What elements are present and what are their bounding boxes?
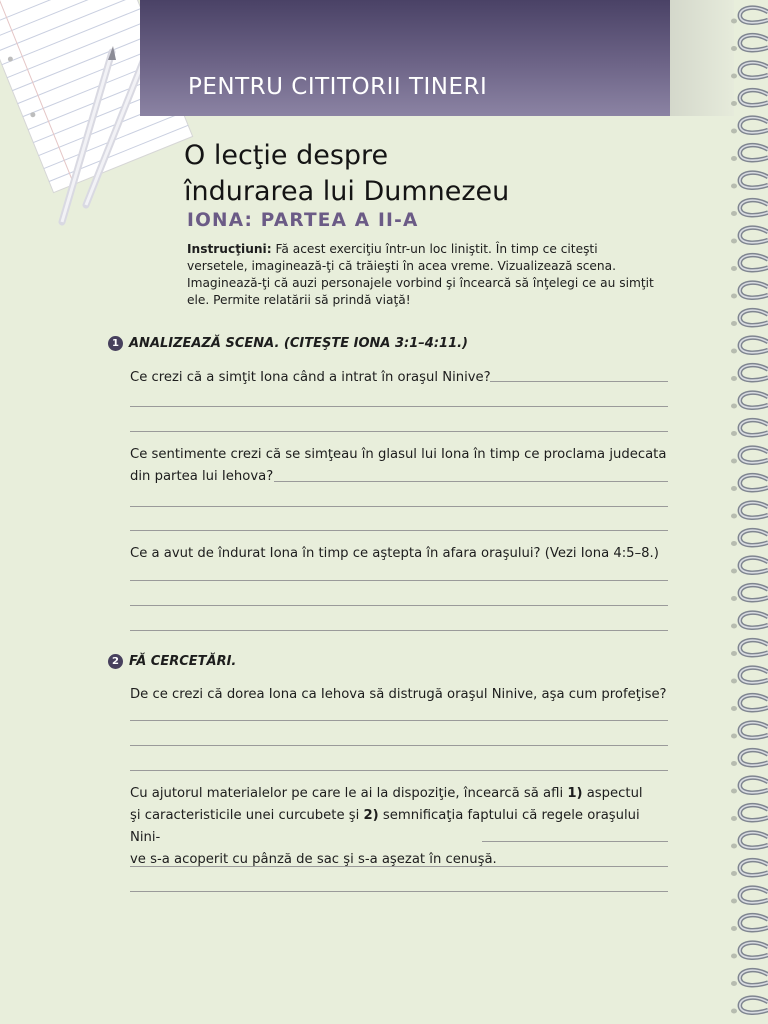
spiral-coil xyxy=(731,558,768,574)
section-number-badge: 2 xyxy=(108,654,123,669)
spiral-coil xyxy=(731,585,768,601)
spiral-coil xyxy=(731,503,768,519)
section-heading-text: ANALIZEAZĂ SCENA. (CITEŞTE IONA 3:1–4:11.) xyxy=(129,336,468,351)
question-1-1: Ce crezi că a simţit Iona când a intrat în oraşul Ninive? xyxy=(130,370,491,385)
spiral-coil xyxy=(731,998,768,1014)
marker-1: 1) xyxy=(567,786,583,801)
spiral-coil xyxy=(731,228,768,244)
question-2-2 xyxy=(130,783,670,871)
question-2-2-line2a: şi caracteristicile unei curcubete şi xyxy=(130,808,364,823)
spiral-coil xyxy=(731,915,768,931)
answer-line[interactable] xyxy=(130,770,668,771)
question-1-2-line2: din partea lui Iehova? xyxy=(130,469,274,484)
section-2-heading xyxy=(108,654,236,669)
spiral-coil xyxy=(731,118,768,134)
spiral-coil xyxy=(731,750,768,766)
spiral-coil xyxy=(731,805,768,821)
spiral-coil xyxy=(731,283,768,299)
instructions-label: Instrucţiuni: xyxy=(187,242,272,256)
answer-line[interactable] xyxy=(130,431,668,432)
section-heading-text: FĂ CERCETĂRI. xyxy=(129,654,237,669)
spiral-coil xyxy=(731,778,768,794)
title-line-2: îndurarea lui Dumnezeu xyxy=(184,176,510,207)
spiral-coil xyxy=(731,310,768,326)
spiral-coil xyxy=(731,943,768,959)
section-1-heading xyxy=(108,336,468,351)
spiral-coil xyxy=(731,668,768,684)
title-line-1: O lecţie despre xyxy=(184,140,389,171)
answer-line[interactable] xyxy=(482,841,668,842)
spiral-coil xyxy=(731,365,768,381)
answer-line[interactable] xyxy=(130,580,668,581)
answer-line[interactable] xyxy=(130,530,668,531)
spiral-coil xyxy=(731,613,768,629)
question-1-2-line1: Ce sentimente crezi că se simţeau în glasul lui Iona în timp ce proclama judecata xyxy=(130,447,667,462)
spiral-coil xyxy=(731,420,768,436)
answer-line[interactable] xyxy=(130,506,668,507)
spiral-coil xyxy=(731,338,768,354)
answer-line[interactable] xyxy=(130,720,668,721)
spiral-coil xyxy=(731,145,768,161)
answer-line[interactable] xyxy=(130,406,668,407)
spiral-coil xyxy=(731,8,768,24)
spiral-coil xyxy=(731,695,768,711)
spiral-coil xyxy=(731,475,768,491)
section-label: PENTRU CITITORII TINERI xyxy=(188,74,488,100)
spiral-coil xyxy=(731,888,768,904)
spiral-coil xyxy=(731,63,768,79)
question-2-1: De ce crezi că dorea Iona ca Iehova să distrugă oraşul Ninive, aşa cum profeţise? xyxy=(130,687,667,702)
spiral-coil xyxy=(731,530,768,546)
spiral-coil xyxy=(731,970,768,986)
spiral-coil xyxy=(731,393,768,409)
answer-line[interactable] xyxy=(130,605,668,606)
answer-line[interactable] xyxy=(130,630,668,631)
spiral-binding-icon xyxy=(724,0,768,1024)
spiral-coil xyxy=(731,640,768,656)
spiral-coil xyxy=(731,173,768,189)
page-title xyxy=(184,138,509,210)
spiral-coil xyxy=(731,35,768,51)
marker-2: 2) xyxy=(363,808,379,823)
question-2-2-line1b: aspectul xyxy=(582,786,643,801)
spiral-coil xyxy=(731,833,768,849)
spiral-coil xyxy=(731,90,768,106)
answer-line[interactable] xyxy=(130,866,668,867)
section-number-badge: 1 xyxy=(108,336,123,351)
spiral-coil xyxy=(731,448,768,464)
question-2-2-line1: Cu ajutorul materialelor pe care le ai la dispoziţie, încearcă să afli xyxy=(130,786,568,801)
answer-line[interactable] xyxy=(490,381,668,382)
page-subtitle: IONA: PARTEA A II-A xyxy=(187,210,419,231)
spiral-coil xyxy=(731,255,768,271)
answer-line[interactable] xyxy=(274,481,668,482)
instructions-text: Fă acest exerciţiu într-un loc liniştit. În timp ce citeşti versetele, imaginează-ţi că trăieşti în acea vreme. Vizualizează scena. Imaginează-ţi că auzi personajele vorbind şi încearcă să înţelegi ce au simţit ele. Permite relatării să prindă viaţă! xyxy=(187,242,654,307)
spiral-coil xyxy=(731,200,768,216)
answer-line[interactable] xyxy=(130,745,668,746)
question-2-2-line3: ve s-a acoperit cu pânză de sac şi s-a aşezat în cenuşă. xyxy=(130,852,497,867)
spiral-coil xyxy=(731,860,768,876)
question-2-2-line2b: semnificaţia faptului că regele oraşului Nini- xyxy=(130,808,640,845)
instructions xyxy=(187,241,657,309)
question-1-3: Ce a avut de îndurat Iona în timp ce aştepta în afara oraşului? (Vezi Iona 4:5–8.) xyxy=(130,546,659,561)
answer-line[interactable] xyxy=(130,891,668,892)
spiral-coil xyxy=(731,723,768,739)
